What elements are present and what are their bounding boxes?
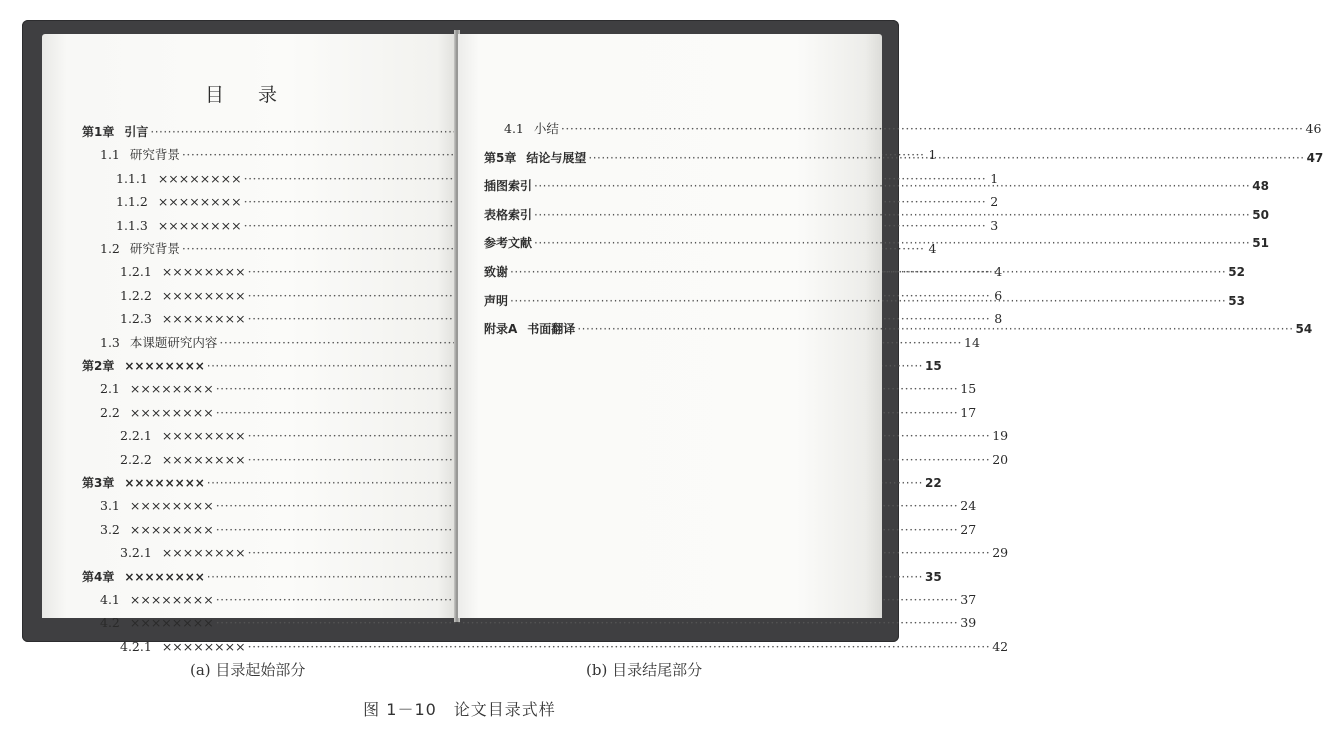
- toc-entry-label: ××××××××: [157, 217, 242, 233]
- toc-entry-label: ××××××××: [161, 428, 246, 444]
- dot-leader: [534, 207, 1250, 223]
- toc-entry-label: ××××××××: [129, 404, 214, 420]
- toc-entry: [120, 428, 1009, 444]
- toc-entry-number: 2.2.2: [120, 451, 152, 467]
- toc-entry-page-number: 19: [992, 428, 1009, 444]
- toc-entry-label: 结论与展望: [526, 150, 587, 165]
- toc-entry: [484, 235, 1269, 251]
- toc-entry-number: 3.1: [100, 498, 120, 514]
- toc-entry-label: ××××××××: [129, 381, 214, 397]
- toc-entry-label: ××××××××: [124, 476, 205, 490]
- toc-entry-page-number: 42: [992, 638, 1009, 654]
- toc-entry-page-number: 46: [1305, 121, 1322, 136]
- toc-entry-number: 1.2: [100, 241, 120, 256]
- toc-entry-number: 1.2.2: [120, 287, 152, 303]
- toc-entry-label: 表格索引: [484, 207, 533, 222]
- toc-entry-page-number: 17: [960, 404, 977, 420]
- toc-entry-number: 1.1: [100, 147, 120, 163]
- toc-entry-page-number: 51: [1252, 236, 1269, 251]
- toc-entry: [484, 207, 1269, 223]
- toc-entry: [82, 358, 942, 374]
- toc-entry-page-number: 53: [1228, 293, 1245, 308]
- toc-entry-label: 本课题研究内容: [129, 334, 218, 350]
- toc-entry-label: ××××××××: [157, 170, 242, 186]
- left-caption: (a) 目录起始部分: [190, 661, 306, 679]
- toc-entry-page-number: 20: [992, 451, 1009, 467]
- toc-title: 目 录: [204, 84, 292, 106]
- toc-entry-label: ××××××××: [157, 194, 242, 210]
- toc-entry: [82, 569, 942, 585]
- toc-entry: [100, 334, 980, 351]
- toc-entry-label: ××××××××: [161, 545, 246, 561]
- toc-entry-label: ××××××××: [129, 498, 214, 514]
- toc-entry-label: 书面翻译: [527, 322, 576, 337]
- toc-entry-label: ××××××××: [161, 638, 246, 654]
- toc-entry-number: 第4章: [82, 569, 115, 584]
- toc-entry-page-number: 1: [928, 147, 937, 163]
- toc-entry-label: 小结: [533, 121, 559, 136]
- toc-entry: [484, 178, 1269, 194]
- dot-leader: [510, 293, 1226, 309]
- dot-leader: [577, 321, 1293, 337]
- toc-entry-number: 4.2.1: [120, 638, 152, 654]
- toc-entry-number: 第2章: [82, 359, 115, 373]
- toc-entry: [100, 592, 977, 608]
- toc-entry-number: 1.1.1: [116, 170, 148, 186]
- toc-entry-number: 2.1: [100, 381, 120, 397]
- dot-leader: [588, 150, 1304, 166]
- toc-entry-label: 参考文献: [484, 236, 533, 251]
- toc-entry: [484, 264, 1245, 280]
- toc-entry-label: 插图索引: [484, 179, 533, 194]
- toc-entry-page-number: 4: [994, 264, 1003, 280]
- toc-entry-number: 4.2: [100, 615, 120, 631]
- toc-entry-page-number: 48: [1252, 179, 1269, 194]
- toc-entry-number: 1.3: [100, 334, 120, 350]
- toc-entry-label: ××××××××: [129, 615, 214, 631]
- toc-entry-number: 第1章: [82, 125, 115, 139]
- toc-entry-page-number: 54: [1295, 322, 1313, 337]
- toc-entry: [120, 311, 1003, 327]
- toc-entry: [116, 194, 999, 210]
- right-caption: (b) 目录结尾部分: [586, 661, 703, 679]
- toc-entry-number: 2.2: [100, 404, 120, 420]
- toc-entry-number: 第5章: [484, 150, 517, 165]
- dot-leader: [534, 235, 1250, 251]
- toc-entry-page-number: 35: [925, 569, 942, 584]
- toc-entry-page-number: 29: [992, 545, 1009, 561]
- toc-entry: [82, 475, 942, 491]
- toc-entry: [100, 381, 977, 397]
- toc-entry: [100, 615, 977, 631]
- toc-entry-label: ××××××××: [129, 521, 214, 537]
- dot-leader: [510, 264, 1226, 280]
- figure-caption: 图 1－10 论文目录式样: [363, 700, 556, 719]
- toc-entry-page-number: 47: [1306, 150, 1323, 165]
- toc-entry: [100, 498, 977, 514]
- toc-entry: [82, 124, 434, 140]
- toc-entry: [120, 451, 1009, 468]
- toc-entry-number: 1.2.3: [120, 311, 152, 327]
- toc-entry-number: 1.2.1: [120, 264, 152, 280]
- toc-entry-number: 1.1.2: [116, 194, 148, 210]
- toc-entry-number: 4.1: [504, 121, 524, 136]
- toc-entry-label: 研究背景: [129, 241, 180, 256]
- toc-entry-number: 附录A: [484, 322, 518, 337]
- toc-entry-label: ××××××××: [124, 569, 205, 584]
- toc-entry: [504, 121, 1322, 137]
- toc-entry-page-number: 15: [960, 381, 977, 397]
- toc-entry: [100, 521, 977, 538]
- toc-entry-page-number: 15: [925, 359, 942, 373]
- toc-entry-number: 3.2.1: [120, 545, 152, 561]
- toc-entry: [484, 150, 1323, 166]
- toc-entry-label: ××××××××: [161, 264, 246, 280]
- toc-entry-label: ××××××××: [124, 359, 205, 373]
- toc-entry: [120, 638, 1009, 655]
- toc-entry-label: 声明: [484, 293, 509, 308]
- dot-leader: [561, 121, 1304, 137]
- toc-entry-page-number: 24: [960, 498, 977, 514]
- toc-entry-label: ××××××××: [129, 592, 214, 607]
- toc-entry-page-number: 14: [964, 334, 980, 350]
- toc-entry-page-number: 4: [928, 241, 937, 256]
- toc-entry-label: 致谢: [484, 265, 509, 279]
- dot-leader: [248, 639, 991, 655]
- toc-entry-page-number: 1: [990, 170, 999, 186]
- dot-leader: [534, 178, 1250, 194]
- toc-entry-page-number: 39: [960, 615, 977, 631]
- toc-entry-label: ××××××××: [161, 287, 246, 303]
- toc-entry-page-number: 3: [990, 217, 999, 233]
- toc-entry: [484, 293, 1245, 309]
- toc-entry-page-number: 52: [1228, 265, 1245, 279]
- toc-entry-number: 2.2.1: [120, 428, 152, 444]
- toc-entry: [484, 321, 1313, 337]
- toc-entry-page-number: 22: [925, 476, 942, 490]
- toc-entry-page-number: 50: [1252, 207, 1269, 222]
- toc-entry-number: 3.2: [100, 521, 120, 537]
- toc-entry: [116, 217, 999, 234]
- toc-entry-page-number: 27: [960, 521, 977, 537]
- toc-entry-label: 引言: [124, 125, 149, 139]
- open-book: [22, 20, 1323, 654]
- toc-entry-page-number: 8: [994, 311, 1003, 327]
- toc-entry-number: 第3章: [82, 476, 115, 490]
- toc-entry-label: 研究背景: [129, 147, 180, 163]
- toc-entry-page-number: 37: [960, 592, 977, 607]
- toc-entry-page-number: 2: [990, 194, 999, 210]
- toc-entry-number: 1.1.3: [116, 217, 148, 233]
- toc-entry-number: 4.1: [100, 592, 120, 607]
- toc-entry-label: ××××××××: [161, 311, 246, 327]
- toc-entry: [120, 545, 1009, 561]
- toc-entry: [100, 404, 977, 421]
- toc-entry-page-number: 6: [994, 287, 1003, 303]
- toc-entry-label: ××××××××: [161, 451, 246, 467]
